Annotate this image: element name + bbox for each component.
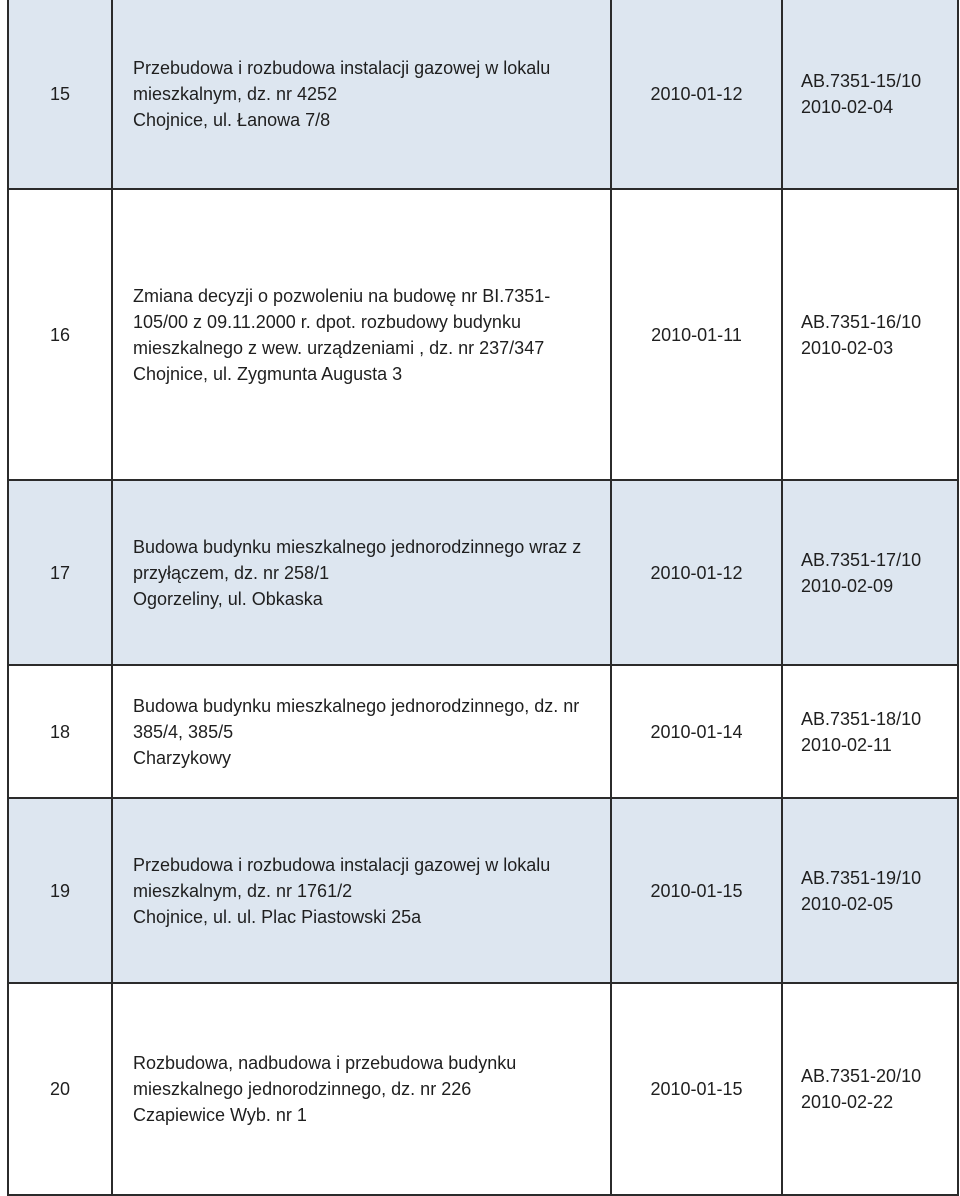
description-line: Charzykowy — [133, 747, 232, 768]
reference-number: AB.7351-15/10 — [801, 71, 922, 91]
reference-number: AB.7351-17/10 — [801, 549, 922, 570]
decision-date: 2010-02-09 — [801, 575, 894, 596]
description-line: Rozbudowa, nadbudowa i przebudowa budynku — [133, 1053, 517, 1073]
reference-cell — [782, 798, 958, 983]
description-cell — [112, 665, 611, 798]
decision-date: 2010-02-04 — [801, 97, 894, 117]
description-line: Budowa budynku mieszkalnego jednorodzinnego, dz. nr — [133, 695, 580, 716]
description-line: Ogorzeliny, ul. Obkaska — [133, 588, 323, 609]
reference-number: AB.7351-19/10 — [801, 867, 922, 888]
permits-table — [7, 0, 959, 1196]
description-line: mieszkalnym, dz. nr 1761/2 — [133, 880, 353, 901]
row-number: 20 — [8, 983, 112, 1195]
description-cell — [112, 0, 611, 189]
description-line: Przebudowa i rozbudowa instalacji gazowej w lokalu — [133, 58, 551, 78]
reference-number: AB.7351-18/10 — [801, 708, 922, 729]
row-number: 15 — [8, 0, 112, 189]
description-line: Czapiewice Wyb. nr 1 — [133, 1105, 307, 1125]
application-date: 2010-01-12 — [611, 0, 782, 189]
application-date: 2010-01-12 — [611, 480, 782, 665]
description-line: Chojnice, ul. ul. Plac Piastowski 25a — [133, 906, 422, 927]
description-line: przyłączem, dz. nr 258/1 — [133, 562, 330, 583]
description-line: 105/00 z 09.11.2000 r. dpot. rozbudowy budynku — [133, 311, 521, 332]
row-number: 19 — [8, 798, 112, 983]
description-cell — [112, 798, 611, 983]
table-row — [8, 189, 958, 480]
reference-number: AB.7351-16/10 — [801, 311, 922, 332]
description-line: 385/4, 385/5 — [133, 721, 234, 742]
decision-date: 2010-02-03 — [801, 337, 894, 358]
description-line: Zmiana decyzji o pozwoleniu na budowę nr BI.7351- — [133, 285, 551, 306]
description-line: Budowa budynku mieszkalnego jednorodzinnego wraz z — [133, 536, 582, 557]
description-line: mieszkalnego z wew. urządzeniami , dz. nr 237/347 — [133, 337, 545, 358]
reference-cell — [782, 665, 958, 798]
description-line: Chojnice, ul. Zygmunta Augusta 3 — [133, 363, 403, 384]
description-cell — [112, 983, 611, 1195]
description-line: Przebudowa i rozbudowa instalacji gazowej w lokalu — [133, 854, 551, 875]
reference-number: AB.7351-20/10 — [801, 1066, 922, 1086]
row-number: 17 — [8, 480, 112, 665]
reference-cell — [782, 480, 958, 665]
reference-cell — [782, 983, 958, 1195]
description-line: Chojnice, ul. Łanowa 7/8 — [133, 110, 331, 130]
reference-cell — [782, 0, 958, 189]
decision-date: 2010-02-11 — [801, 734, 892, 755]
table-row — [8, 798, 958, 983]
row-number: 16 — [8, 189, 112, 480]
description-line: mieszkalnego jednorodzinnego, dz. nr 226 — [133, 1079, 472, 1099]
application-date: 2010-01-11 — [611, 189, 782, 480]
application-date: 2010-01-15 — [611, 983, 782, 1195]
decision-date: 2010-02-05 — [801, 893, 894, 914]
row-number: 18 — [8, 665, 112, 798]
application-date: 2010-01-15 — [611, 798, 782, 983]
reference-cell — [782, 189, 958, 480]
table-row — [8, 983, 958, 1195]
table-row — [8, 665, 958, 798]
decision-date: 2010-02-22 — [801, 1092, 894, 1112]
application-date: 2010-01-14 — [611, 665, 782, 798]
description-cell — [112, 480, 611, 665]
table-row — [8, 480, 958, 665]
description-cell — [112, 189, 611, 480]
table-row — [8, 0, 958, 189]
description-line: mieszkalnym, dz. nr 4252 — [133, 84, 338, 104]
